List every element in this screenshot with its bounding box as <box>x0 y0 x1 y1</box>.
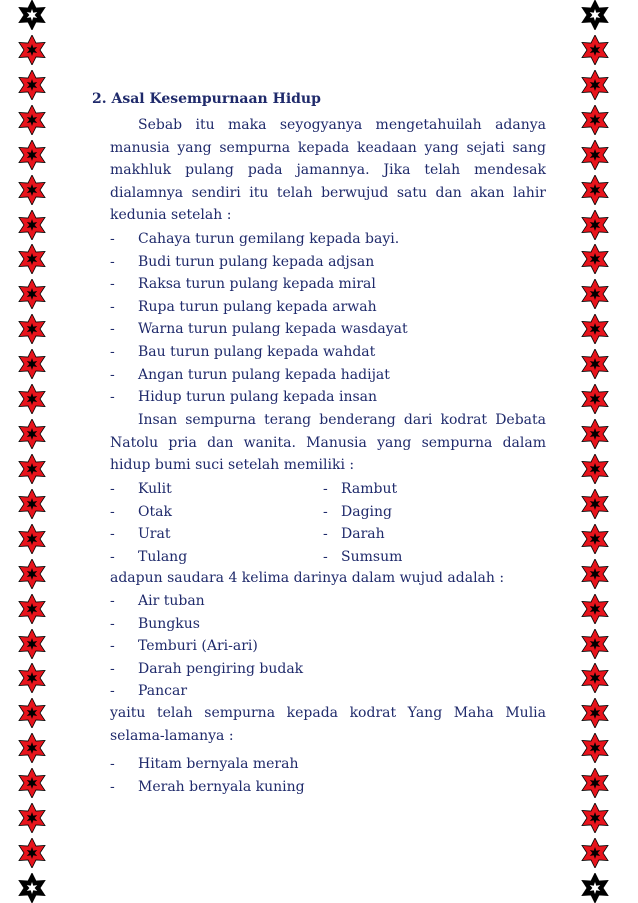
list-item-text: Hidup turun pulang kepada insan <box>138 389 378 406</box>
star-ornament-icon <box>17 594 47 624</box>
star-ornament-icon <box>580 175 610 205</box>
list-item-text: Darah pengiring budak <box>138 660 304 677</box>
list-item-text: Pancar <box>138 683 188 700</box>
list-dash: - <box>110 276 115 293</box>
list-item-text: Temburi (Ari-ari) <box>138 638 258 655</box>
list-dash: - <box>110 660 115 677</box>
star-ornament-icon <box>580 384 610 414</box>
star-ornament-icon <box>580 733 610 763</box>
star-ornament-icon <box>17 105 47 135</box>
list-item-text: Air tuban <box>138 593 205 609</box>
star-ornament-icon <box>17 210 47 240</box>
list-dash: - <box>323 503 328 520</box>
star-ornament-icon <box>17 663 47 693</box>
list-dash: - <box>110 638 115 655</box>
list-dash: - <box>110 526 115 543</box>
star-ornament-icon <box>17 524 47 554</box>
paragraph-4: yaitu telah sempurna kepada kodrat Yang Maha Mulia selama-lamanya : <box>110 705 546 744</box>
star-ornament-icon <box>580 698 610 728</box>
list-item-text: Bungkus <box>138 615 200 632</box>
star-ornament-icon <box>17 279 47 309</box>
paragraph-3: adapun saudara 4 kelima darinya dalam wujud adalah : <box>110 570 505 586</box>
star-ornament-icon <box>580 244 610 274</box>
list-item-text: Angan turun pulang kepada hadijat <box>138 366 390 383</box>
star-ornament-icon <box>17 698 47 728</box>
star-ornament-icon <box>580 524 610 554</box>
list-item-text: Raksa turun pulang kepada miral <box>138 276 376 293</box>
list-item-text: Merah bernyala kuning <box>138 778 305 795</box>
star-ornament-icon <box>17 384 47 414</box>
star-ornament-icon <box>17 175 47 205</box>
star-ornament-icon <box>17 244 47 274</box>
section-heading: 2. Asal Kesempurnaan Hidup <box>92 91 321 107</box>
star-ornament-icon <box>580 0 610 30</box>
list-dash: - <box>110 683 115 700</box>
list-dash: - <box>110 481 115 497</box>
list-dash: - <box>110 366 115 383</box>
paragraph-1: Sebab itu maka seyogyanya mengetahuilah adanya manusia yang sempurna kepada keadaan yang sejati sang makhluk pulang pada jamannya. Jika telah mendesak dialamnya sendiri itu telah berwujud satu dan akan lahir kedunia setelah : <box>110 117 546 224</box>
list-dash: - <box>110 548 115 565</box>
star-ornament-icon <box>580 210 610 240</box>
star-ornament-icon <box>17 0 47 30</box>
list-dash: - <box>110 756 115 772</box>
star-ornament-icon <box>17 70 47 100</box>
list-item-text: Daging <box>341 503 392 520</box>
list-dash: - <box>110 503 115 520</box>
star-ornament-icon <box>580 349 610 379</box>
star-ornament-icon <box>580 419 610 449</box>
star-ornament-icon <box>580 140 610 170</box>
star-ornament-icon <box>580 803 610 833</box>
star-ornament-icon <box>17 768 47 798</box>
list-item-text: Tulang <box>138 548 188 565</box>
star-ornament-icon <box>580 454 610 484</box>
star-ornament-icon <box>580 35 610 65</box>
star-ornament-icon <box>17 873 47 903</box>
star-ornament-icon <box>580 279 610 309</box>
list-dash: - <box>110 593 115 609</box>
list-item-text: Budi turun pulang kepada adjsan <box>138 253 375 270</box>
list-dash: - <box>110 321 115 338</box>
list-dash: - <box>323 481 328 497</box>
list-item-text: Otak <box>138 503 172 520</box>
list-dash: - <box>110 231 115 247</box>
star-ornament-icon <box>17 140 47 170</box>
list-item-text: Cahaya turun gemilang kepada bayi. <box>138 231 400 247</box>
star-ornament-icon <box>17 314 47 344</box>
star-ornament-icon <box>17 733 47 763</box>
star-ornament-icon <box>17 803 47 833</box>
star-ornament-icon <box>580 629 610 659</box>
star-ornament-icon <box>17 489 47 519</box>
star-ornament-icon <box>17 419 47 449</box>
list-item-text: Kulit <box>138 481 172 497</box>
right-ornament-border <box>580 0 610 903</box>
paragraph-2: Insan sempurna terang benderang dari kodrat Debata Natolu pria dan wanita. Manusia yang sempurna dalam hidup bumi suci setelah memiliki : <box>110 412 546 474</box>
list-dash: - <box>323 548 328 565</box>
star-ornament-icon <box>580 768 610 798</box>
list-item-text: Rambut <box>341 481 398 497</box>
left-ornament-border <box>17 0 47 903</box>
star-ornament-icon <box>580 838 610 868</box>
list-dash: - <box>110 389 115 406</box>
list-dash: - <box>110 253 115 270</box>
star-ornament-icon <box>17 559 47 589</box>
star-ornament-icon <box>580 105 610 135</box>
star-ornament-icon <box>580 663 610 693</box>
star-ornament-icon <box>580 559 610 589</box>
star-ornament-icon <box>580 70 610 100</box>
list-dash: - <box>110 298 115 315</box>
star-ornament-icon <box>17 35 47 65</box>
list-dash: - <box>110 778 115 795</box>
list-item-text: Warna turun pulang kepada wasdayat <box>138 321 408 338</box>
star-ornament-icon <box>580 314 610 344</box>
star-ornament-icon <box>580 873 610 903</box>
list-item-text: Bau turun pulang kepada wahdat <box>138 344 376 360</box>
list-dash: - <box>110 615 115 632</box>
list-item-text: Sumsum <box>341 548 403 565</box>
list-dash: - <box>110 344 115 360</box>
list-item-text: Rupa turun pulang kepada arwah <box>138 298 377 315</box>
star-ornament-icon <box>580 489 610 519</box>
list-item-text: Urat <box>138 526 171 543</box>
list-dash: - <box>323 526 328 543</box>
list-item-text: Hitam bernyala merah <box>138 756 299 772</box>
star-ornament-icon <box>17 349 47 379</box>
star-ornament-icon <box>17 454 47 484</box>
star-ornament-icon <box>17 838 47 868</box>
list-item-text: Darah <box>341 526 385 543</box>
star-ornament-icon <box>580 594 610 624</box>
star-ornament-icon <box>17 629 47 659</box>
